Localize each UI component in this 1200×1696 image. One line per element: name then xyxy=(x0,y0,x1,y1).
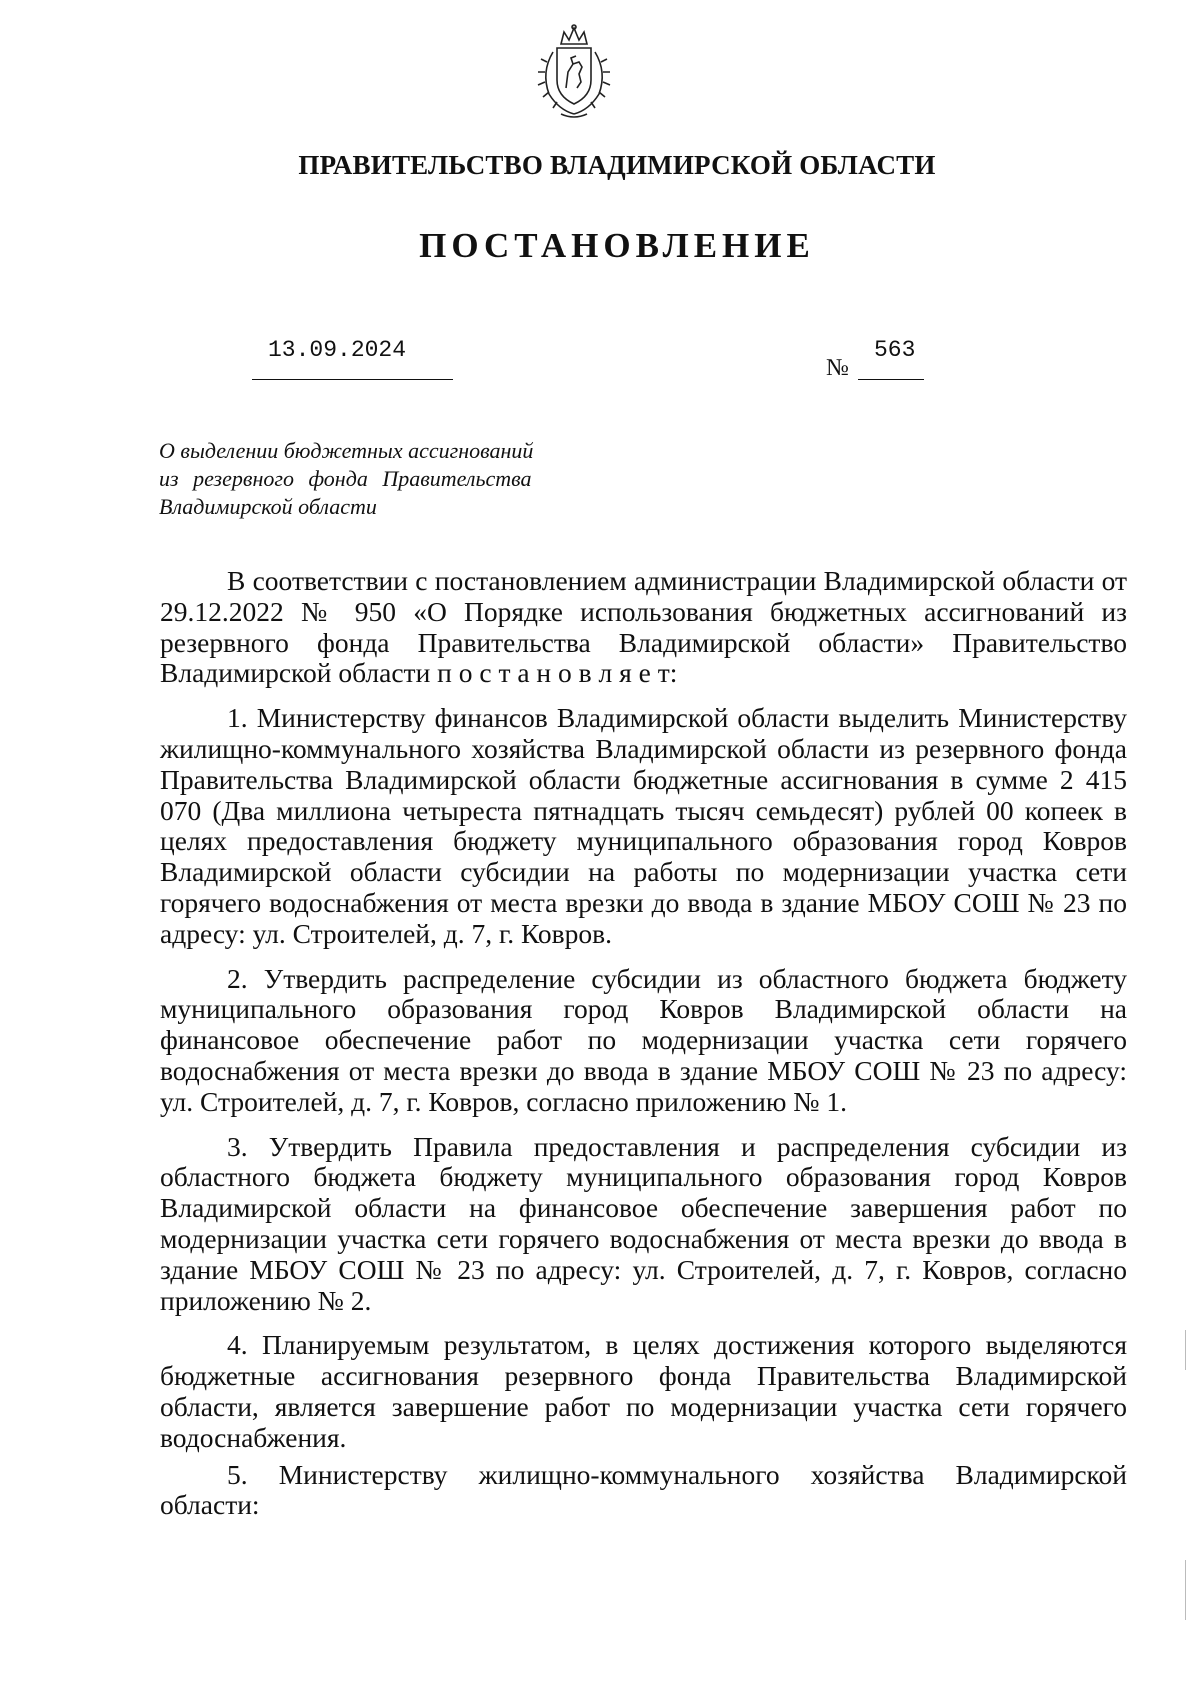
paragraph-5: 5. Министерству жилищно-коммунального хозяйства Владимирской области: xyxy=(160,1458,1127,1521)
number-sign: № xyxy=(826,355,849,381)
subject-line: О выделении бюджетных ассигнований xyxy=(159,438,534,463)
paragraph-4: 4. Планируемым результатом, в целях достижения которого выделяются бюджетные ассигнования резервного фонда Правительства Владимирской области, является завершение работ по модернизации участка сети горячего водоснабжения. xyxy=(160,1329,1127,1453)
paragraph-3: 3. Утвердить Правила предоставления и распределения субсидии из областного бюджета бюджету муниципального образования город Ковров Владимирской области на финансовое обеспечение завершения работ по модернизации участка сети горячего водоснабжения от места врезки до ввода в здание МБОУ СОШ № 23 по адресу: ул. Строителей, д. 7, г. Ковров, согласно приложению № 2. xyxy=(160,1130,1127,1316)
subject-line: Владимирской области xyxy=(159,494,377,519)
scan-edge-mark xyxy=(1185,1330,1186,1370)
scan-edge-mark xyxy=(1185,1560,1186,1620)
coat-of-arms-emblem xyxy=(531,22,617,122)
document-type-title: ПОСТАНОВЛЕНИЕ xyxy=(419,226,815,265)
date-underline xyxy=(252,379,453,380)
document-date: 13.09.2024 xyxy=(268,337,407,363)
intro-paragraph: В соответствии с постановлением администрации Владимирской области от 29.12.2022 № 950 «О Порядке использования бюджетных ассигнований из резервного фонда Правительства Владимирской области» Правительство Владимирской области п о с т а н о в л я е т: xyxy=(160,565,1127,689)
paragraph-1: 1. Министерству финансов Владимирской области выделить Министерству жилищно-коммунального хозяйства Владимирской области из резервного фонда Правительства Владимирской области бюджетные ассигнования в сумме 2 415 070 (Два миллиона четыреста пятнадцать тысяч семьдесят) рублей 00 копеек в целях предоставления бюджету муниципального образования город Ковров Владимирской области субсидии на работы по модернизации участка сети горячего водоснабжения от места врезки до ввода в здание МБОУ СОШ № 23 по адресу: ул. Строителей, д. 7, г. Ковров. xyxy=(160,702,1127,949)
document-number: 563 xyxy=(874,337,916,363)
number-underline xyxy=(858,379,924,380)
document-subject xyxy=(159,437,579,521)
document-body xyxy=(160,566,1127,1521)
organization-title: ПРАВИТЕЛЬСТВО ВЛАДИМИРСКОЙ ОБЛАСТИ xyxy=(298,150,936,180)
subject-line: из резервного фонда Правительства xyxy=(159,466,532,491)
paragraph-2: 2. Утвердить распределение субсидии из областного бюджета бюджету муниципального образования город Ковров Владимирской области на финансовое обеспечение работ по модернизации участка сети горячего водоснабжения от места врезки до ввода в здание МБОУ СОШ № 23 по адресу: ул. Строителей, д. 7, г. Ковров, согласно приложению № 1. xyxy=(160,962,1127,1117)
